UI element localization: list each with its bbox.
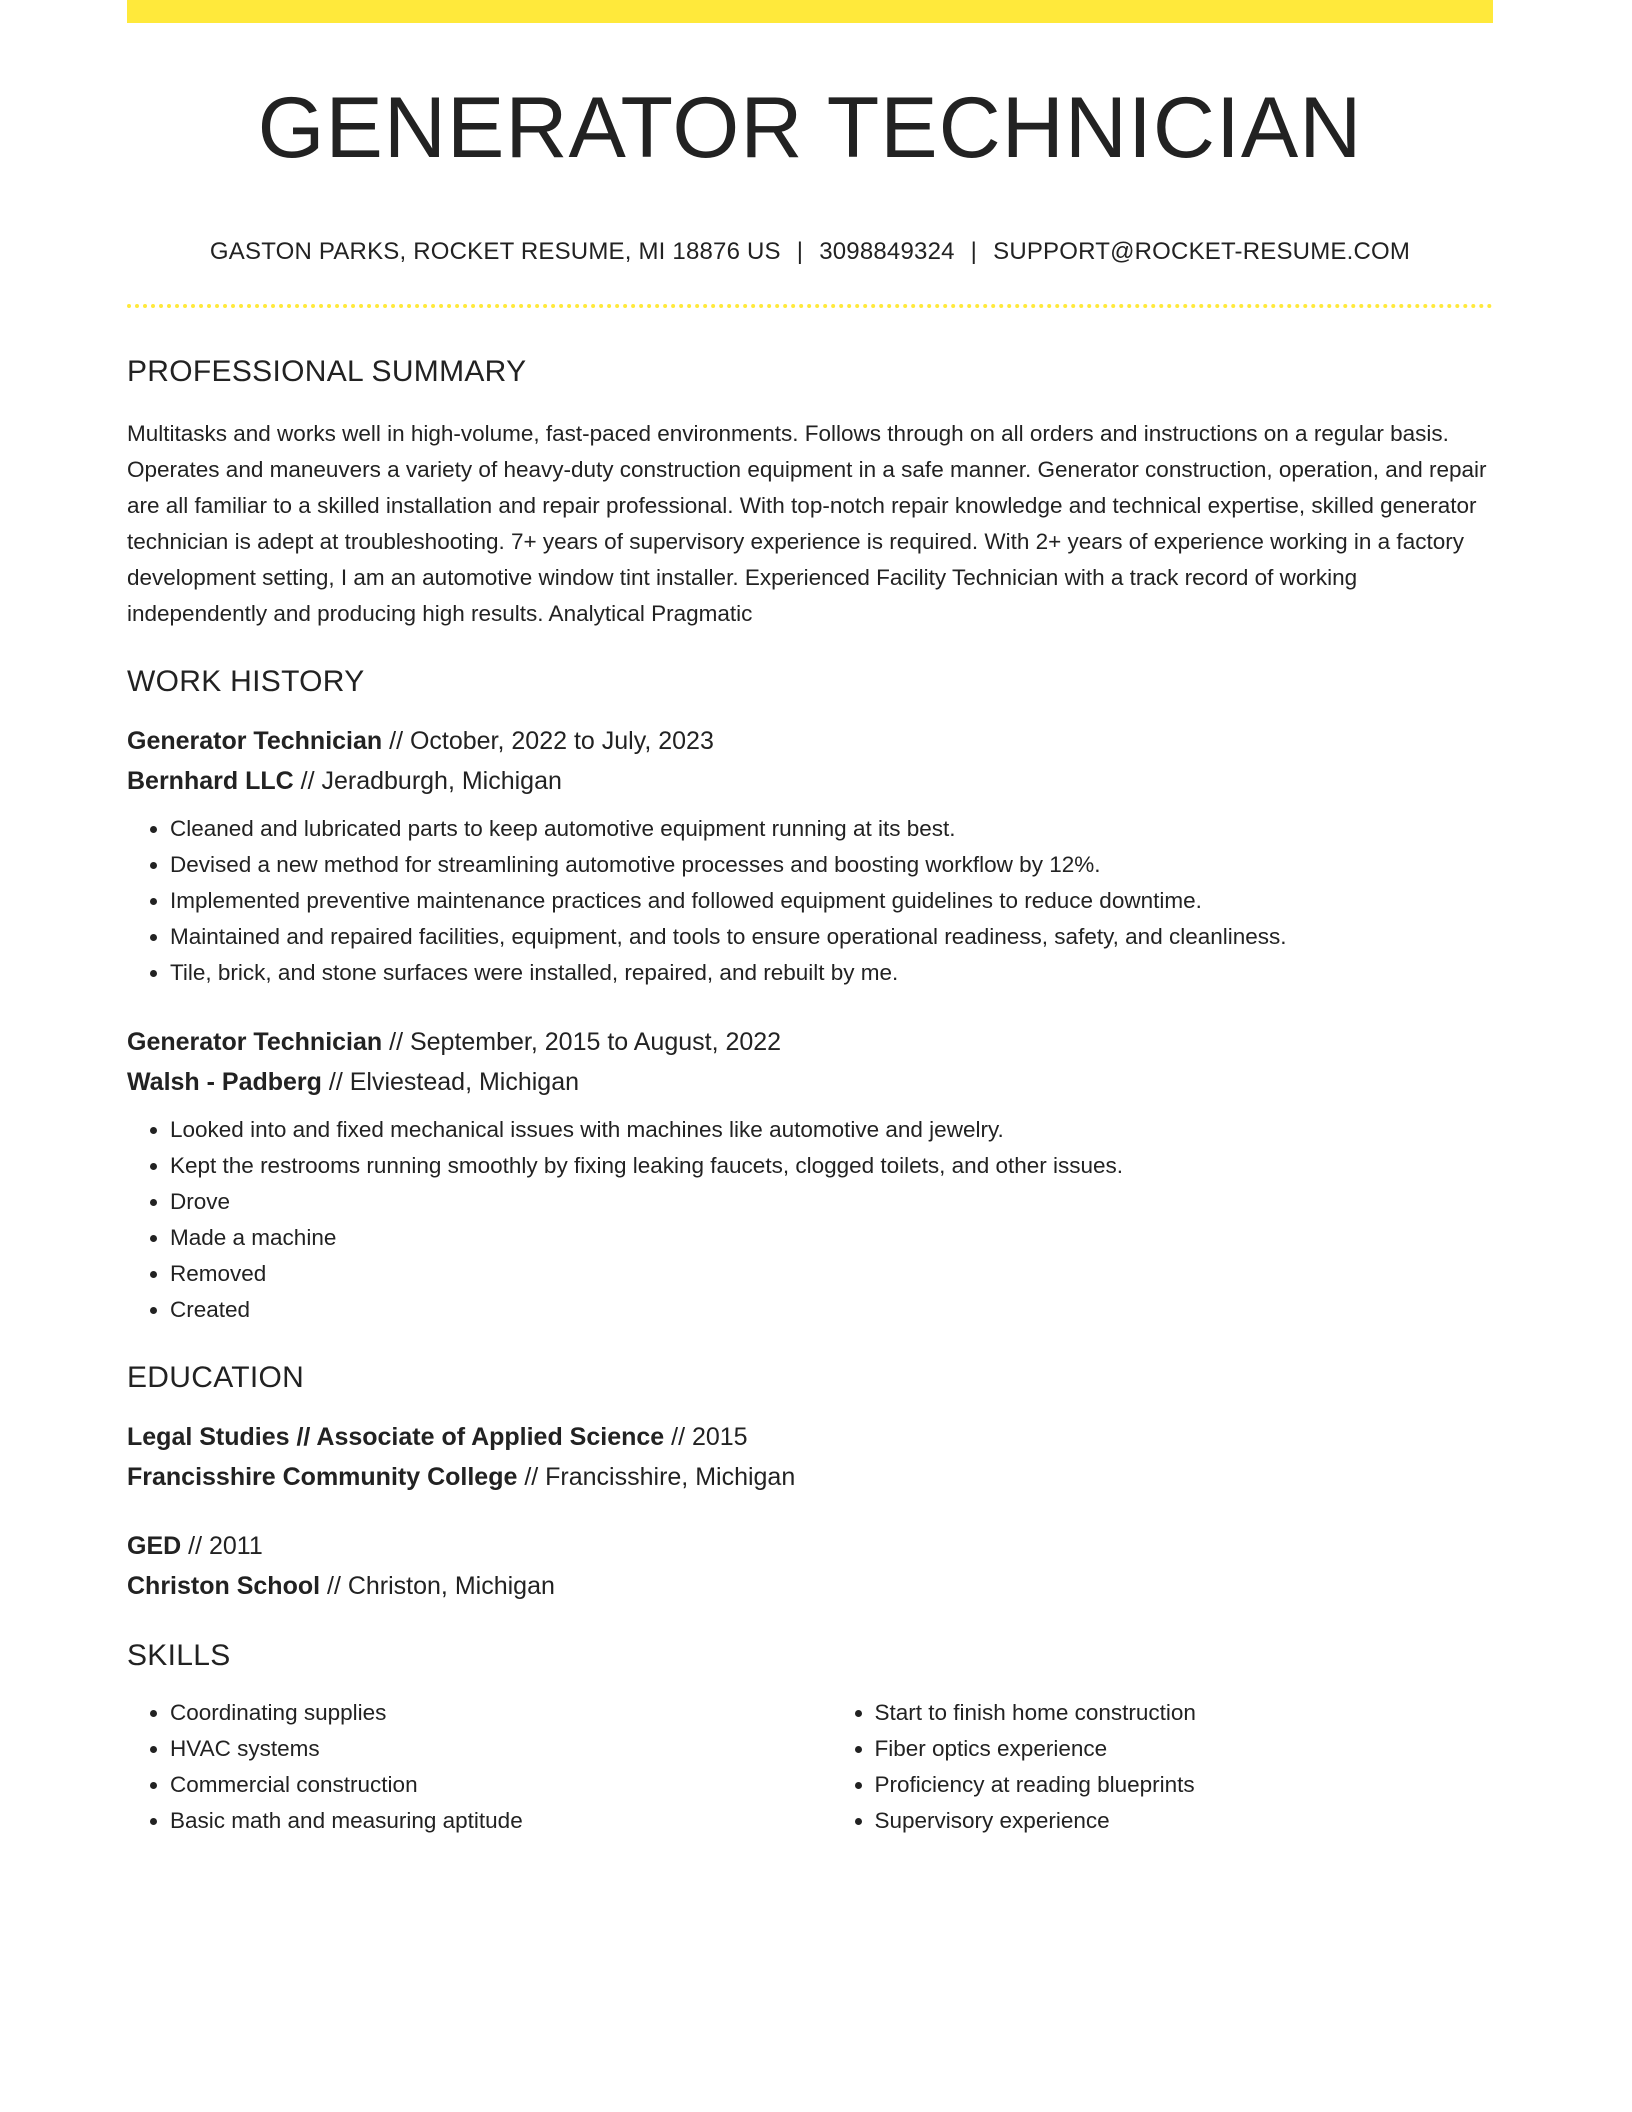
accent-top-bar — [127, 0, 1493, 23]
education-degree-line — [127, 1417, 1493, 1457]
job-entry — [127, 1022, 1493, 1328]
education-entry — [127, 1417, 1493, 1497]
skill-item: • Proficiency at reading blueprints — [875, 1767, 1494, 1803]
work-history-heading: WORK HISTORY — [127, 665, 365, 698]
job-location: // Jeradburgh, Michigan — [293, 767, 562, 795]
education-school: Francisshire Community College — [127, 1463, 518, 1491]
job-company: Bernhard LLC — [127, 767, 294, 795]
skill-item: • Start to finish home construction — [875, 1695, 1494, 1731]
education-school-line — [127, 1566, 1493, 1606]
job-entry — [127, 721, 1493, 991]
skill-item: • HVAC systems — [170, 1731, 789, 1767]
education-degree: Legal Studies // Associate of Applied Science — [127, 1423, 665, 1451]
education-location: // Francisshire, Michigan — [517, 1463, 796, 1491]
list-item: • Made a machine — [170, 1220, 1493, 1256]
list-item: • Kept the restrooms running smoothly by fixing leaking faucets, clogged toilets, and other issues. — [170, 1148, 1493, 1184]
list-item: • Drove — [170, 1184, 1493, 1220]
skill-item: • Commercial construction — [170, 1767, 789, 1803]
education-year: // 2011 — [181, 1532, 263, 1560]
dotted-divider — [127, 304, 1493, 308]
skill-item: • Basic math and measuring aptitude — [170, 1803, 789, 1839]
skill-item: • Coordinating supplies — [170, 1695, 789, 1731]
summary-text: Multitasks and works well in high-volume, fast-paced environments. Follows through on all orders and instructions on a regular basis. Operates and maneuvers a variety of heavy-duty construction equipment in a safe manner. Generator construction, operation, and repair are all familiar to a skilled installation and repair professional. With top-notch repair knowledge and technical expertise, skilled generator technician is adept at troubleshooting. 7+ years of supervisory experience is required. With 2+ years of experience working in a factory development setting, I am an automotive window tint installer. Experienced Facility Technician with a track record of working independently and producing high results. Analytical Pragmatic — [127, 421, 1487, 626]
list-item: • Cleaned and lubricated parts to keep automotive equipment running at its best. — [170, 811, 1493, 847]
skills-list-left — [127, 1695, 789, 1839]
list-item: • Looked into and fixed mechanical issues with machines like automotive and jewelry. — [170, 1112, 1493, 1148]
job-role-line — [127, 721, 1493, 761]
contact-address: GASTON PARKS, ROCKET RESUME, MI 18876 US — [209, 238, 781, 265]
job-dates: // October, 2022 to July, 2023 — [382, 727, 714, 755]
list-item: • Tile, brick, and stone surfaces were installed, repaired, and rebuilt by me. — [170, 955, 1493, 991]
job-company-line — [127, 1062, 1493, 1102]
resume-page — [127, 0, 1493, 1839]
contact-separator: | — [970, 238, 978, 265]
contact-line — [127, 238, 1493, 266]
summary-heading: PROFESSIONAL SUMMARY — [127, 355, 527, 388]
education-school-line — [127, 1457, 1493, 1497]
job-company: Walsh - Padberg — [127, 1068, 322, 1096]
skills-heading: SKILLS — [127, 1639, 231, 1672]
skills-list-right — [832, 1695, 1494, 1839]
job-role-line — [127, 1022, 1493, 1062]
list-item: • Devised a new method for streamlining automotive processes and boosting workflow by 12%. — [170, 847, 1493, 883]
education-heading: EDUCATION — [127, 1361, 305, 1394]
education-school: Christon School — [127, 1572, 321, 1600]
job-location: // Elviestead, Michigan — [321, 1068, 580, 1096]
job-bullets — [127, 811, 1493, 991]
list-item: • Implemented preventive maintenance practices and followed equipment guidelines to reduce downtime. — [170, 883, 1493, 919]
job-role: Generator Technician — [127, 1028, 383, 1056]
contact-phone: 3098849324 — [819, 238, 955, 265]
contact-email: SUPPORT@ROCKET-RESUME.COM — [993, 238, 1411, 265]
job-dates: // September, 2015 to August, 2022 — [382, 1028, 782, 1056]
education-entry — [127, 1526, 1493, 1606]
education-degree-line — [127, 1526, 1493, 1566]
education-year: // 2015 — [664, 1423, 748, 1451]
skills-grid — [127, 1695, 1493, 1839]
job-role: Generator Technician — [127, 727, 383, 755]
resume-title: GENERATOR TECHNICIAN — [257, 80, 1363, 176]
contact-separator: | — [796, 238, 804, 265]
skill-item: • Supervisory experience — [875, 1803, 1494, 1839]
list-item: • Maintained and repaired facilities, equipment, and tools to ensure operational readiness, safety, and cleanliness. — [170, 919, 1493, 955]
list-item: • Created — [170, 1292, 1493, 1328]
job-company-line — [127, 761, 1493, 801]
job-bullets — [127, 1112, 1493, 1328]
education-degree: GED — [127, 1532, 182, 1560]
education-location: // Christon, Michigan — [320, 1572, 555, 1600]
skill-item: • Fiber optics experience — [875, 1731, 1494, 1767]
list-item: • Removed — [170, 1256, 1493, 1292]
